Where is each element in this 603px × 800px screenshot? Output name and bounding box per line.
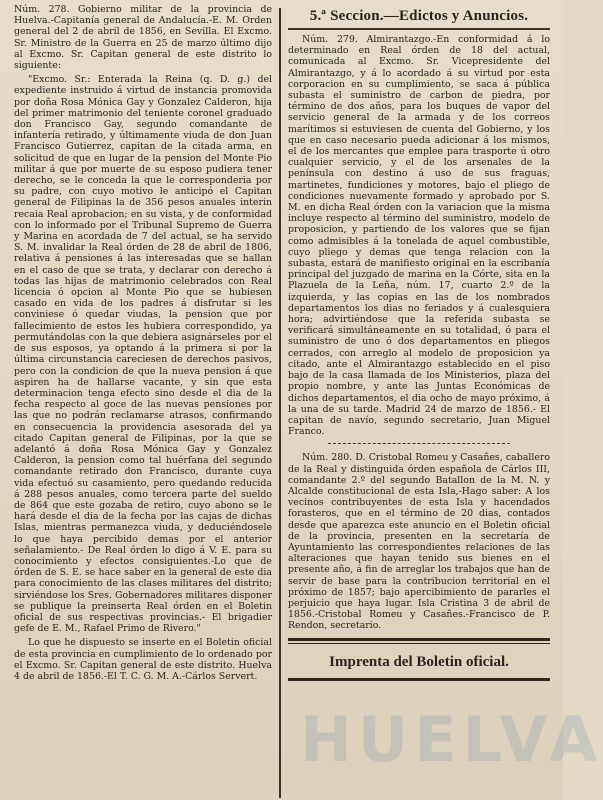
notice-280: Núm. 280. D. Cristobal Romeu y Casañes, caballero de la Real y distinguida órden española de Cárlos III, comandante 2.º del segundo Batallon de la M. N. y Alcalde constitucional de esta Isla,-Hago saber: A los vecinos contribuyentes de esta Isla y hacendados forasteros, que en el término de 20 dias, contados desde que aparezca este anuncio en el Boletin oficial de la provincia, presenten en la secretaría de Ayuntamiento las correspondientes relaciones de las alteraciones que hayan tenido sus bienes en el presente año, á fin de arreglar los trabajos que han de servir de base para la contribucion territorial en el próximo de 1857; bajo apercibimiento de pararles el perjuicio que haya lugar. Isla Cristina 3 de abril de 1856.-Cristobal Romeu y Casañes.-Francisco de P. Rendon, secretario. xyxy=(288,452,550,632)
publication-order-text: Lo que he dispuesto se inserte en el Boletin oficial de esta provincia en cumplimiento de lo ordenado por el Excmo. Sr. Capitan general de este distrito. Huelva 4 de abril de 1856.-El T. C. G. M. A.-Cárlos Servert. xyxy=(14,637,272,682)
right-column xyxy=(288,4,550,681)
left-column xyxy=(14,4,272,682)
header-rule xyxy=(288,28,550,30)
imprint-rule xyxy=(288,678,550,681)
notice-279: Núm. 279. Almirantazgo.-En conformidad á lo determinado en Real órden de 18 del actual, comunicada al Excmo. Sr. Vicepresidente del Almirantazgo, y á lo acordado á su virtud por esta corporacion en su cumplimiento, se saca á pública subasta el suministro de carbon de piedra, por término de dos años, para los buques de vapor del servicio general de la armada y de los correos marítimos si estuviesen de cuenta del Gobierno, y los que en caso necesario pueda adicionar á los mismos, el de los mercantes que emplee para trasporte ú otro cualquier servicio, y el de los arsenales de la península con destino á uso de sus fraguas, martinetes, fundiciones y motores, bajo el pliego de condiciones nuevamente formado y aprobado por S. M. en dicha Real órden con la variacion que la misma incluye respecto al término del suministro, modelo de proposicion, y partiendo de los valores que se fijan como admisibles á la tonelada de aquel combustible, cuyo pliego y demas que tenga relacion con la subasta, estará de manifiesto original en la escribanía principal del juzgado de marina en la Córte, sita en la Plazuela de la Leña, núm. 17, cuarto 2.º de la izquierda, y las copias en las de los nombrados departamentos los dias no feriados y á cualesquiera hora; advirtiéndose que la referida subasta se verificará simultáneamente en su totalidad, ó para el suministro de uno ó dos departamentos en pliegos cerrados, con arreglo al modelo de proposicion ya citado, ante el Almirantazgo establecido en el piso bajo de la casa llamada de los Ministerios, plaza del propio nombre, y ante las Juntas Económicas de dichos departamentos, el dia ocho de mayo próximo, á la una de su tarde. Madrid 24 de marzo de 1856.- El capitan de navío, segundo secretario, Juan Miguel Franco. xyxy=(288,34,550,438)
notice-278-heading: Núm. 278. Gobierno militar de la provincia de Huelva.-Capitanía general de Andalucía.-E. M. Orden general del 2 de abril de 1856, en Sevilla. El Excmo. Sr. Ministro de la Guerra en 25 de marzo último dijo al Excmo. Sr. Capitan general de este distrito lo siguiente: xyxy=(14,4,272,72)
footer-rule-thick xyxy=(288,638,550,641)
royal-order-text: "Excmo. Sr.: Enterada la Reina (q. D. g.) del expediente instruido á virtud de instancia promovida por doña Rosa Mónica Gay y Gonzalez Calderon, hija del primer matrimonio del teniente coronel graduado don Francisco Gay, segundo comandante de infantería retirado, y últimamente viuda de don Juan Francisco Gutierrez, capitan de la citada arma, en solicitud de que en lugar de la pension del Monte Pio militar á que por muerte de su esposo pudiera tener derecho, se le conceda la que le corresponderia por su padre, con cuyo motivo le anticipó el Capitan general de Filipinas la de 356 pesos anuales interin recaia Real aprobacion; en su vista, y de conformidad con lo informado por el Tribunal Supremo de Guerra y Marina en acordada de 7 del actual, se ha servido S. M. invalidar la Real órden de 28 de abril de 1806, relativa á pensiones á las interesadas que se hallan en el caso de que se trata, y declarar con derecho á todas las hijas de matrimonio celebrados con Real licencia ó opcion al Monte Pio que se hubiesen casado en vida de los padres á disfrutar si les conviniese ó quedar viudas, la pension que por fallecimiento de estos les hubiera correspondido, ya permutándolas con la que debiera asignárseles por el de sus esposos, ya optando á la primera si por la última circunstancia careciesen de derechos pasivos, pero con la condicion de que la nueva pension á que aspiren ha de hallarse vacante, y sin que esta determinacion tenga efecto sino desde el dia de la fecha respecto al goce de las nuevas pensiones por las que no podrán reclamarse atrasos, confirmando en consecuencia la providencia asesorada del ya citado Capitan general de Filipinas, por la que se adelantó á doña Rosa Mónica Gay y Gonzalez Calderon, la pension como tal huérfana del segundo comandante retirado don Francisco, durante cuya vida efectuó su casamiento, pero quedando reducida á 288 pesos anuales, como tercera parte del sueldo de 864 que este gozaba de retiro, cuyo abono se le hará desde el dia de la fecha por las cajas de dichas Islas, mientras permanezca viuda, y deduciéndosele lo que haya percibido demas por el anterior señalamiento.- De Real órden lo digo á V. E. para su conocimiento y efectos consiguientes.-Lo que de órden de S. E. se hace saber en la general de este dia para conocimiento de las clases militares del distrito; sirviéndose los Sres. Gobernadores militares disponer se publique la preinserta Real órden en el Boletin oficial de sus respectivas provincias.- El brigadier gefe de E. M., Rafael Primo de Rivero." xyxy=(14,74,272,635)
column-divider xyxy=(279,8,281,798)
notice-separator xyxy=(328,443,510,444)
archive-watermark: HUELVA xyxy=(300,703,603,776)
footer-rule-thin xyxy=(288,643,550,644)
printer-imprint: Imprenta del Boletin oficial. xyxy=(329,653,509,670)
section-header: 5.ª Seccion.—Edictos y Anuncios. xyxy=(309,8,529,24)
